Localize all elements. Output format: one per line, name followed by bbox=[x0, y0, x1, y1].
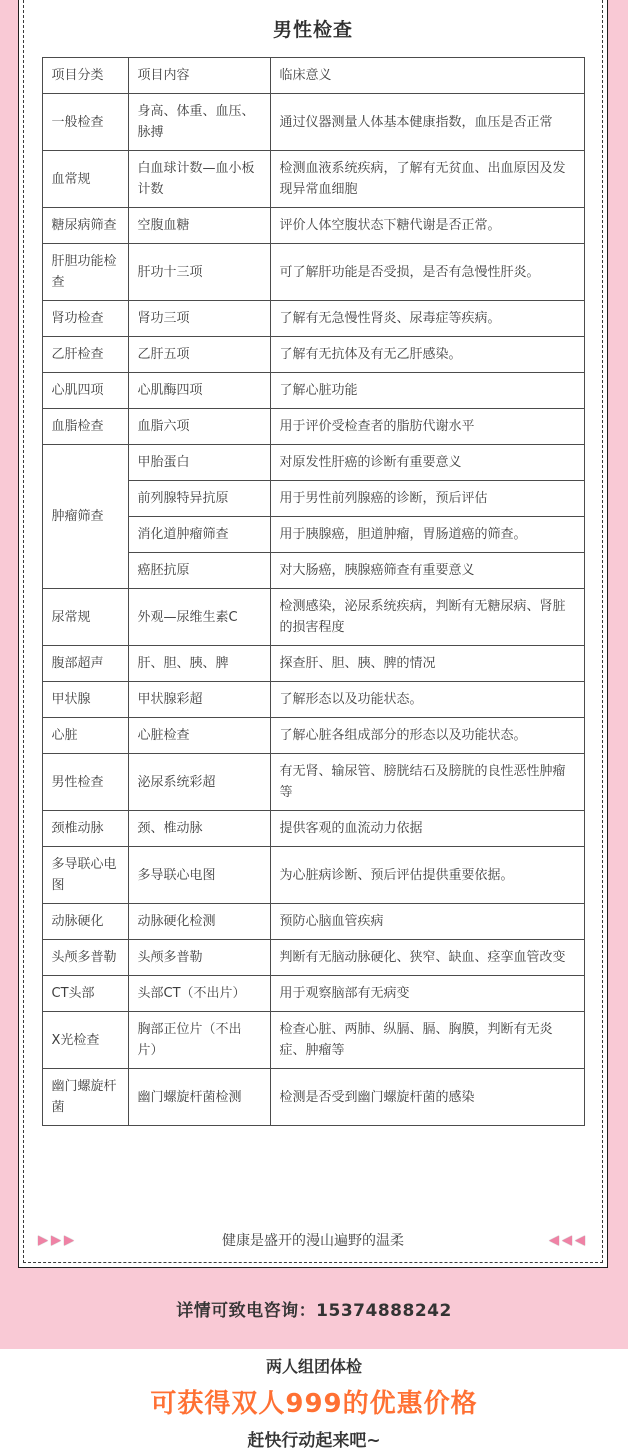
cell-meaning: 探查肝、胆、胰、脾的情况 bbox=[270, 646, 584, 682]
table-row bbox=[42, 940, 584, 976]
table-row bbox=[42, 445, 584, 481]
cell-meaning: 评价人体空腹状态下糖代谢是否正常。 bbox=[270, 208, 584, 244]
cell-meaning: 有无肾、输尿管、膀胱结石及膀胱的良性恶性肿瘤等 bbox=[270, 754, 584, 811]
cell-content: 白血球计数—血小板计数 bbox=[128, 151, 270, 208]
cell-category: X光检查 bbox=[42, 1012, 128, 1069]
table-row bbox=[42, 682, 584, 718]
cell-category: 头颅多普勒 bbox=[42, 940, 128, 976]
cell-category: 肝胆功能检查 bbox=[42, 244, 128, 301]
left-arrows-icon: ◀◀◀ bbox=[549, 1232, 588, 1248]
cell-content: 心脏检查 bbox=[128, 718, 270, 754]
cell-meaning: 检测感染，泌尿系统疾病，判断有无糖尿病、肾脏的损害程度 bbox=[270, 589, 584, 646]
cell-category: 甲状腺 bbox=[42, 682, 128, 718]
cell-category: 血脂检查 bbox=[42, 409, 128, 445]
table-row bbox=[42, 811, 584, 847]
cell-content: 肝功十三项 bbox=[128, 244, 270, 301]
promo-section bbox=[0, 1349, 628, 1455]
cell-meaning: 为心脏病诊断、预后评估提供重要依据。 bbox=[270, 847, 584, 904]
table-row bbox=[42, 373, 584, 409]
cell-meaning: 用于评价受检查者的脂肪代谢水平 bbox=[270, 409, 584, 445]
cell-content: 胸部正位片（不出片） bbox=[128, 1012, 270, 1069]
cell-meaning: 用于男性前列腺癌的诊断，预后评估 bbox=[270, 481, 584, 517]
cell-category: 动脉硬化 bbox=[42, 904, 128, 940]
cell-category: 男性检查 bbox=[42, 754, 128, 811]
cell-content: 血脂六项 bbox=[128, 409, 270, 445]
table-row bbox=[42, 754, 584, 811]
header-content: 项目内容 bbox=[128, 58, 270, 94]
cell-category: 腹部超声 bbox=[42, 646, 128, 682]
cell-content: 多导联心电图 bbox=[128, 847, 270, 904]
cell-content: 幽门螺旋杆菌检测 bbox=[128, 1069, 270, 1126]
cell-meaning: 用于胰腺癌，胆道肿瘤，胃肠道癌的筛查。 bbox=[270, 517, 584, 553]
table-row bbox=[42, 151, 584, 208]
header-category: 项目分类 bbox=[42, 58, 128, 94]
table-header-row bbox=[42, 58, 584, 94]
cell-meaning: 预防心脑血管疾病 bbox=[270, 904, 584, 940]
table-row bbox=[42, 409, 584, 445]
cell-category: CT头部 bbox=[42, 976, 128, 1012]
cell-content: 甲状腺彩超 bbox=[128, 682, 270, 718]
cell-content: 消化道肿瘤筛查 bbox=[128, 517, 270, 553]
cell-meaning: 了解心脏功能 bbox=[270, 373, 584, 409]
table-row bbox=[42, 904, 584, 940]
cell-meaning: 了解形态以及功能状态。 bbox=[270, 682, 584, 718]
contact-phone-text: 详情可致电咨询：15374888242 bbox=[176, 1301, 452, 1321]
cell-content: 乙肝五项 bbox=[128, 337, 270, 373]
cell-content: 头部CT（不出片） bbox=[128, 976, 270, 1012]
table-row bbox=[42, 1012, 584, 1069]
promo-title: 两人组团体检 bbox=[265, 1356, 362, 1376]
cell-meaning: 了解有无抗体及有无乙肝感染。 bbox=[270, 337, 584, 373]
cell-content: 空腹血糖 bbox=[128, 208, 270, 244]
tagline-text: 健康是盛开的漫山遍野的温柔 bbox=[222, 1233, 404, 1249]
cell-category: 肿瘤筛查 bbox=[42, 445, 128, 589]
checkup-card bbox=[18, 0, 608, 1268]
table-row bbox=[42, 847, 584, 904]
cell-content: 身高、体重、血压、脉搏 bbox=[128, 94, 270, 151]
cell-meaning: 检查心脏、两肺、纵膈、膈、胸膜，判断有无炎症、肿瘤等 bbox=[270, 1012, 584, 1069]
header-meaning: 临床意义 bbox=[270, 58, 584, 94]
contact-band bbox=[0, 1268, 628, 1349]
cell-category: 心脏 bbox=[42, 718, 128, 754]
table-row bbox=[42, 208, 584, 244]
cell-meaning: 提供客观的血流动力依据 bbox=[270, 811, 584, 847]
cell-meaning: 用于观察脑部有无病变 bbox=[270, 976, 584, 1012]
cell-content: 头颅多普勒 bbox=[128, 940, 270, 976]
right-arrows-icon: ▶▶▶ bbox=[38, 1232, 77, 1248]
cell-category: 心肌四项 bbox=[42, 373, 128, 409]
cell-content: 前列腺特异抗原 bbox=[128, 481, 270, 517]
cell-meaning: 可了解肝功能是否受损，是否有急慢性肝炎。 bbox=[270, 244, 584, 301]
page-title: 男性检查 bbox=[272, 19, 353, 41]
promo-price-highlight: 可获得双人999的优惠价格 bbox=[150, 1388, 478, 1419]
table-row bbox=[42, 976, 584, 1012]
cell-category: 尿常规 bbox=[42, 589, 128, 646]
cell-category: 幽门螺旋杆菌 bbox=[42, 1069, 128, 1126]
cell-category: 多导联心电图 bbox=[42, 847, 128, 904]
cell-meaning: 对原发性肝癌的诊断有重要意义 bbox=[270, 445, 584, 481]
cell-content: 动脉硬化检测 bbox=[128, 904, 270, 940]
cell-category: 血常规 bbox=[42, 151, 128, 208]
tagline-row bbox=[38, 1230, 588, 1250]
cell-category: 颈椎动脉 bbox=[42, 811, 128, 847]
cell-content: 肝、胆、胰、脾 bbox=[128, 646, 270, 682]
cell-content: 颈、椎动脉 bbox=[128, 811, 270, 847]
table-row bbox=[42, 301, 584, 337]
table-row bbox=[42, 244, 584, 301]
cell-meaning: 了解心脏各组成部分的形态以及功能状态。 bbox=[270, 718, 584, 754]
cell-content: 泌尿系统彩超 bbox=[128, 754, 270, 811]
table-row bbox=[42, 589, 584, 646]
cell-category: 一般检查 bbox=[42, 94, 128, 151]
dashed-frame bbox=[23, 0, 603, 1263]
table-row bbox=[42, 718, 584, 754]
cell-meaning: 判断有无脑动脉硬化、狭窄、缺血、痉挛血管改变 bbox=[270, 940, 584, 976]
cell-category: 糖尿病筛查 bbox=[42, 208, 128, 244]
cell-category: 乙肝检查 bbox=[42, 337, 128, 373]
cell-content: 外观—尿维生素C bbox=[128, 589, 270, 646]
table-row bbox=[42, 1069, 584, 1126]
checkup-table bbox=[42, 57, 585, 1126]
cell-meaning: 对大肠癌，胰腺癌筛查有重要意义 bbox=[270, 553, 584, 589]
cell-meaning: 检测血液系统疾病，了解有无贫血、出血原因及发现异常血细胞 bbox=[270, 151, 584, 208]
promo-call-to-action: 赶快行动起来吧~ bbox=[247, 1430, 381, 1451]
cell-content: 甲胎蛋白 bbox=[128, 445, 270, 481]
cell-meaning: 检测是否受到幽门螺旋杆菌的感染 bbox=[270, 1069, 584, 1126]
cell-category: 肾功检查 bbox=[42, 301, 128, 337]
cell-content: 肾功三项 bbox=[128, 301, 270, 337]
cell-content: 心肌酶四项 bbox=[128, 373, 270, 409]
cell-meaning: 通过仪器测量人体基本健康指数，血压是否正常 bbox=[270, 94, 584, 151]
table-row bbox=[42, 337, 584, 373]
cell-content: 癌胚抗原 bbox=[128, 553, 270, 589]
cell-meaning: 了解有无急慢性肾炎、尿毒症等疾病。 bbox=[270, 301, 584, 337]
table-row bbox=[42, 94, 584, 151]
table-row bbox=[42, 646, 584, 682]
